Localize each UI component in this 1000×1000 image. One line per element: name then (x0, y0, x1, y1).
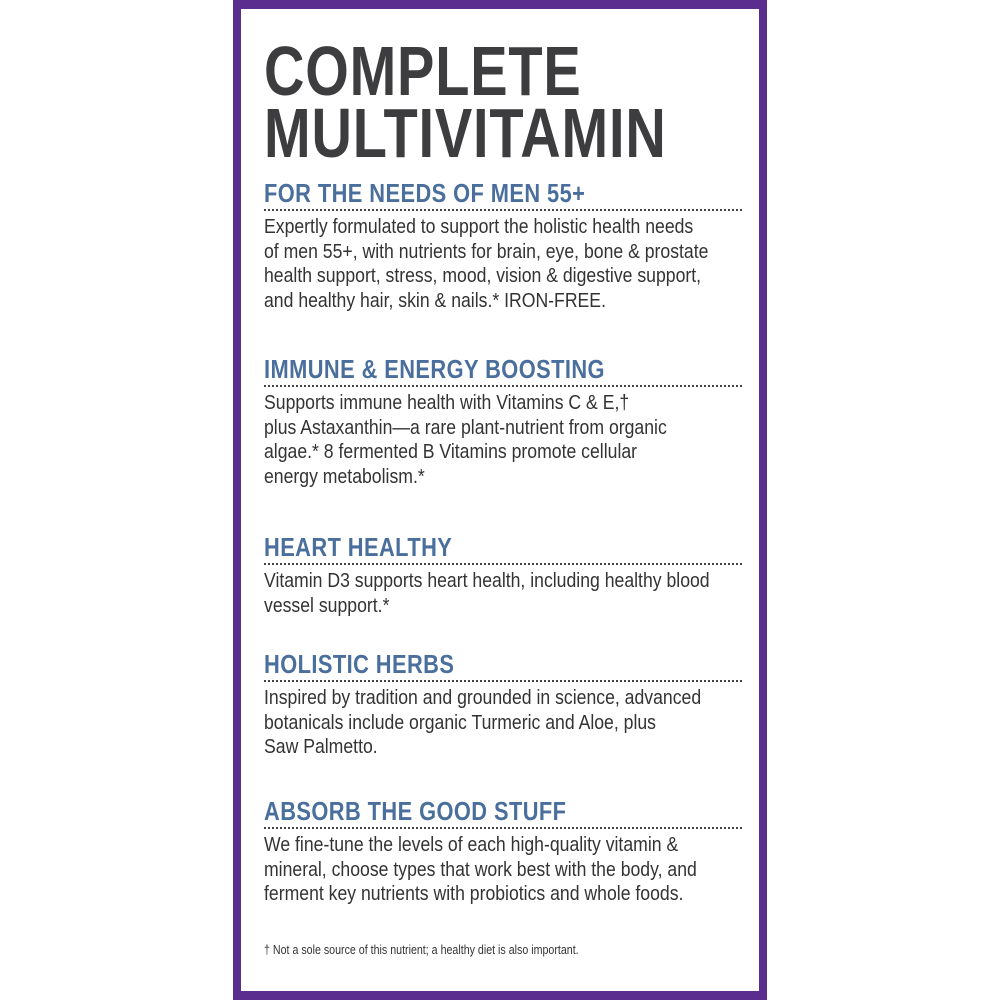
dotted-divider (264, 385, 742, 387)
body-line: vessel support.* (264, 593, 390, 617)
product-title (264, 32, 667, 172)
body-line: of men 55+, with nutrients for brain, eye, bone & prostate (264, 239, 709, 263)
section-heading: HEART HEALTHY (264, 532, 453, 562)
body-line: algae.* 8 fermented B Vitamins promote cellular (264, 440, 638, 463)
dotted-divider (264, 563, 742, 565)
section (264, 797, 742, 907)
title-line-1: COMPLETE (264, 32, 582, 110)
dotted-divider (264, 827, 742, 829)
section (264, 179, 742, 313)
footnote: † Not a sole source of this nutrient; a healthy diet is also important. (264, 942, 579, 957)
body-line: Expertly formulated to support the holistic health needs (264, 215, 694, 238)
section-body (264, 215, 709, 313)
section-heading: FOR THE NEEDS OF MEN 55+ (264, 178, 586, 208)
body-line: plus Astaxanthin—a rare plant-nutrient from organic (264, 415, 667, 439)
section-body (264, 569, 710, 618)
section-body (264, 833, 697, 907)
body-line: Inspired by tradition and grounded in science, advanced (264, 686, 702, 709)
section-body (264, 686, 702, 760)
dotted-divider (264, 680, 742, 682)
section (264, 650, 742, 760)
dotted-divider (264, 209, 742, 211)
title-line-2: MULTIVITAMIN (264, 94, 667, 172)
section (264, 355, 742, 489)
section (264, 533, 742, 618)
body-line: energy metabolism.* (264, 464, 425, 488)
body-line: and healthy hair, skin & nails.* IRON-FREE. (264, 288, 606, 312)
section-heading: IMMUNE & ENERGY BOOSTING (264, 354, 605, 384)
body-line: health support, stress, mood, vision & digestive support, (264, 264, 702, 287)
body-line: Supports immune health with Vitamins C & E,† (264, 391, 630, 414)
section-heading: ABSORB THE GOOD STUFF (264, 796, 567, 826)
body-line: Vitamin D3 supports heart health, including healthy blood (264, 569, 710, 592)
body-line: botanicals include organic Turmeric and Aloe, plus (264, 710, 657, 734)
body-line: mineral, choose types that work best with the body, and (264, 857, 697, 881)
body-line: ferment key nutrients with probiotics and whole foods. (264, 882, 684, 905)
body-line: We fine-tune the levels of each high-quality vitamin & (264, 833, 679, 856)
body-line: Saw Palmetto. (264, 735, 378, 758)
section-body (264, 391, 675, 489)
section-heading: HOLISTIC HERBS (264, 649, 455, 679)
